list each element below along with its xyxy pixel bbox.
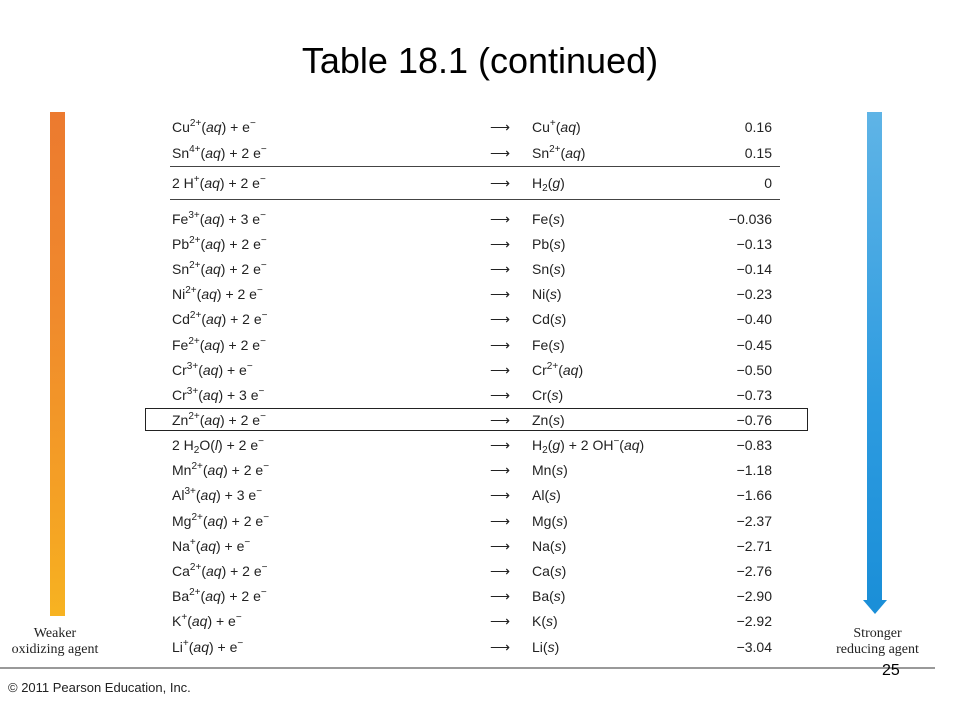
reaction-arrow-icon: ⟶ <box>490 613 510 629</box>
reaction-arrow-icon: ⟶ <box>490 412 510 428</box>
reaction-arrow-icon: ⟶ <box>490 145 510 161</box>
standard-potential: 0 <box>764 175 772 191</box>
down-arrow-icon <box>863 600 887 614</box>
right-caption-line-2: reducing agent <box>836 642 919 657</box>
standard-potential: −1.18 <box>736 462 772 478</box>
table-row <box>160 510 780 535</box>
oxidized-species: $Pb^{2+}(aq) + 2$ e− <box>172 235 267 252</box>
left-caption <box>10 626 100 658</box>
reduced-species: Ba(s) <box>532 588 566 604</box>
reaction-arrow-icon: ⟶ <box>490 387 510 403</box>
page-number: 25 <box>882 662 900 679</box>
standard-potential: −0.50 <box>736 362 772 378</box>
standard-potential: −0.40 <box>736 311 772 327</box>
table-row <box>160 283 780 308</box>
footer-divider <box>0 667 935 669</box>
oxidized-species: $Ca^{2+}(aq) + 2$ e− <box>172 562 268 579</box>
oxidized-species: $Fe^{2+}(aq) + 2$ e− <box>172 336 266 353</box>
reduced-species: Li(s) <box>532 639 560 655</box>
reduced-species: $Sn^{2+}(aq)$ <box>532 144 586 161</box>
right-caption <box>820 626 935 658</box>
reduced-species: K(s) <box>532 613 558 629</box>
reaction-arrow-icon: ⟶ <box>490 437 510 453</box>
standard-potential: −0.73 <box>736 387 772 403</box>
standard-potential: 0.16 <box>744 119 772 135</box>
table-row <box>160 172 780 197</box>
reaction-arrow-icon: ⟶ <box>490 119 510 135</box>
left-caption-line-1: Weaker <box>33 626 77 641</box>
reaction-arrow-icon: ⟶ <box>490 175 510 191</box>
standard-potential: −2.71 <box>736 538 772 554</box>
left-caption-line-2: oxidizing agent <box>11 642 99 657</box>
table-row <box>160 636 780 661</box>
oxidized-species: $Zn^{2+}(aq) + 2$ e− <box>172 411 266 428</box>
reduced-species: Cr(s) <box>532 387 564 403</box>
standard-potential: −2.37 <box>736 513 772 529</box>
reaction-arrow-icon: ⟶ <box>490 588 510 604</box>
standard-potential: 0.15 <box>744 145 772 161</box>
oxidized-species: $Al^{3+}(aq) + 3$ e− <box>172 486 263 503</box>
table-row <box>160 233 780 258</box>
standard-potential: −2.90 <box>736 588 772 604</box>
reduced-species: Pb(s) <box>532 236 566 252</box>
table-row <box>160 535 780 560</box>
reduced-species: Mn(s) <box>532 462 568 478</box>
reaction-arrow-icon: ⟶ <box>490 639 510 655</box>
divider-above-hydrogen <box>170 166 780 167</box>
table-row <box>160 142 780 167</box>
reduced-species: Fe(s) <box>532 211 565 227</box>
reaction-arrow-icon: ⟶ <box>490 286 510 302</box>
standard-potential: −0.14 <box>736 261 772 277</box>
reaction-arrow-icon: ⟶ <box>490 362 510 378</box>
oxidized-species: $Cr^{3+}(aq) + 3$ e− <box>172 386 265 403</box>
standard-potential: −0.45 <box>736 337 772 353</box>
reduced-species: Sn(s) <box>532 261 566 277</box>
oxidized-species: $Ba^{2+}(aq) + 2$ e− <box>172 587 267 604</box>
oxidized-species: 2 $H_2O(l) + 2$ e− <box>172 436 264 456</box>
table-row <box>160 116 780 141</box>
table-row <box>160 484 780 509</box>
reaction-arrow-icon: ⟶ <box>490 236 510 252</box>
reaction-arrow-icon: ⟶ <box>490 211 510 227</box>
reduced-species: Al(s) <box>532 487 561 503</box>
standard-potential: −2.92 <box>736 613 772 629</box>
table-row <box>160 359 780 384</box>
oxidized-species: $Sn^{2+}(aq) + 2$ e− <box>172 260 267 277</box>
right-caption-line-1: Stronger <box>853 626 902 641</box>
reduced-species: Cu+(aq) <box>532 118 581 135</box>
reaction-arrow-icon: ⟶ <box>490 513 510 529</box>
oxidized-species: $Cu^{2+}(aq) + e^-$ <box>172 118 256 135</box>
divider-below-hydrogen <box>170 199 780 200</box>
reduced-species: Cd(s) <box>532 311 567 327</box>
reduced-species: Zn(s) <box>532 412 565 428</box>
reduced-species: Fe(s) <box>532 337 565 353</box>
oxidized-species: Li+(aq) + e− <box>172 638 244 655</box>
standard-potential: −0.036 <box>728 211 772 227</box>
reaction-arrow-icon: ⟶ <box>490 261 510 277</box>
standard-potential: −0.13 <box>736 236 772 252</box>
standard-potential: −1.66 <box>736 487 772 503</box>
table-row <box>160 384 780 409</box>
oxidized-species: Na+(aq) + e− <box>172 537 251 554</box>
oxidized-species: K+(aq) + e− <box>172 612 242 629</box>
oxidized-species: $Mn^{2+}(aq) + 2$ e− <box>172 461 270 478</box>
oxidized-species: $Ni^{2+}(aq) + 2$ e− <box>172 285 263 302</box>
oxidized-species: $Cr^{3+}(aq) + e^-$ <box>172 361 253 378</box>
table-row <box>160 459 780 484</box>
table-row <box>160 610 780 635</box>
table-row <box>160 560 780 585</box>
reduced-species: Na(s) <box>532 538 567 554</box>
reaction-arrow-icon: ⟶ <box>490 462 510 478</box>
standard-potential: −0.76 <box>736 412 772 428</box>
reduced-species: $H_2(g)$ <box>532 175 565 194</box>
reaction-arrow-icon: ⟶ <box>490 563 510 579</box>
standard-potential: −3.04 <box>736 639 772 655</box>
reducing-strength-bar <box>867 112 882 602</box>
oxidized-species: $Sn^{4+}(aq) + 2$ e− <box>172 144 267 161</box>
oxidizing-strength-bar <box>50 112 65 616</box>
reduced-species: Ca(s) <box>532 563 567 579</box>
reduced-species: Mg(s) <box>532 513 568 529</box>
reaction-arrow-icon: ⟶ <box>490 538 510 554</box>
oxidized-species: 2 H+(aq) + 2 e− <box>172 174 266 191</box>
highlight-box-zinc <box>145 408 808 431</box>
slide-title: Table 18.1 (continued) <box>301 40 659 81</box>
reduced-species: $H_2(g) + 2$ OH−(aq) <box>532 436 645 456</box>
standard-potential: −2.76 <box>736 563 772 579</box>
table-row <box>160 334 780 359</box>
oxidized-species: $Fe^{3+}(aq) + 3$ e− <box>172 210 266 227</box>
table-row <box>160 258 780 283</box>
reaction-arrow-icon: ⟶ <box>490 311 510 327</box>
standard-potential: −0.83 <box>736 437 772 453</box>
reduced-species: $Cr^{2+}(aq)$ <box>532 361 584 378</box>
oxidized-species: $Mg^{2+}(aq) + 2$ e− <box>172 512 270 529</box>
reduced-species: Ni(s) <box>532 286 562 302</box>
table-row <box>160 308 780 333</box>
table-row <box>160 208 780 233</box>
table-row <box>160 585 780 610</box>
copyright-notice: © 2011 Pearson Education, Inc. <box>8 680 191 695</box>
reaction-arrow-icon: ⟶ <box>490 487 510 503</box>
reaction-arrow-icon: ⟶ <box>490 337 510 353</box>
oxidized-species: $Cd^{2+}(aq) + 2$ e− <box>172 310 268 327</box>
table-row <box>160 434 780 459</box>
standard-potential: −0.23 <box>736 286 772 302</box>
